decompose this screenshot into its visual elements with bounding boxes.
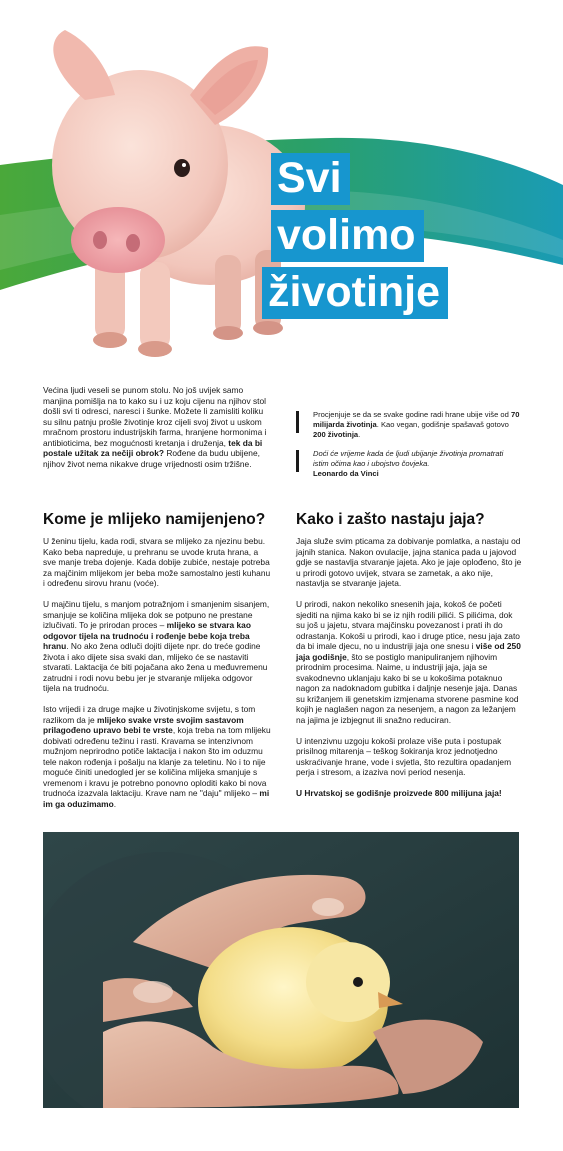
intro-text: Većina ljudi veseli se punom stolu. No još uvijek samo manjina pomišlja na to kako su i uz koju cijenu na njihov stol došli svi ti odresci, naresci i šunke. Možete li zamisliti koliku su silnu patnju prošle životinje kroz cijeli svoj život u uskom mračnom prostoru industrijskih farma, hranjene hormonima i antibioticima, bez mogućnosti kretanja i druženja, bbox=[43, 385, 267, 448]
intro-paragraph bbox=[43, 385, 271, 469]
intro-text-end: Rođene da budu ubijene, njihov život nema nikakve druge vrijednosti osim tržišne. bbox=[43, 448, 260, 469]
milk-heading: Kome je mlijeko namijenjeno? bbox=[43, 511, 266, 528]
milk-section bbox=[43, 510, 271, 820]
title-line-2: volimo bbox=[271, 210, 424, 262]
chick-in-hands-image bbox=[43, 832, 519, 1108]
quote-text: Procjenjuje se da se svake godine radi hrane ubije više od bbox=[313, 410, 511, 419]
milk-paragraph-2: U majčinu tijelu, s manjom potražnjom i smanjenim sisanjem, smanjuje se količina mlijeka dok se potpuno ne prestane izlučivati. To je prirodan proces – mlijeko se stvara kao odgovor tijela na trudnoću i rođenje bebe koja treba hranu. No ako žena odluči dojiti dijete npr. do treće godine života i ako dijete sisa svaki dan, mlijeko će se nastaviti stvarati. Laktacija će biti pojačana ako žena u međuvremenu zatrudni i rodi novu bebu jer je stvaranje mlijeka odgovor tijela na trudnoću. bbox=[43, 599, 270, 693]
quote-text: . Kao vegan, godišnje spašavaš gotovo bbox=[376, 420, 509, 429]
title-line-1: Svi bbox=[271, 153, 350, 205]
quote-author: Leonardo da Vinci bbox=[313, 469, 379, 478]
pig-snout bbox=[71, 207, 165, 273]
chick-photo bbox=[43, 832, 519, 1108]
eggs-section bbox=[296, 510, 522, 809]
hero-banner bbox=[0, 0, 563, 360]
eggs-paragraph-2: U prirodi, nakon nekoliko snesenih jaja, kokoš će početi sjediti na njima kako bi se iz njih rodili pilići. S pilićima, dok su još u jajetu, stvara majčinsku povezanost i prati ih do odrastanja. Kokoši u prirodi, kao i druge ptice, nesu jaja zato da bi imale djecu, no u industriji jaja one snesu i više od 250 jaja godišnje, što se postiglo manipuliranjem njihovim prirodnim procesima. Naime, u industriji jaja, jaja se svakodnevno uklanjaju kako bi se u kokošima potaknuo nagon za nadoknadom gubitka i daljnje nesenje jaja. Danas su križanjem ili genetskim izmjenama stvorene pasmine kod kojih je naglašen nagon za nesenjem, a nagon za ležanjem na jajima je izbjegnut ili snažno reduciran. bbox=[296, 599, 521, 725]
quote-text: . bbox=[358, 430, 361, 439]
quotes-box bbox=[296, 410, 521, 488]
quote-bar bbox=[296, 450, 299, 472]
eggs-paragraph-4: U Hrvatskoj se godišnje proizvede 800 milijuna jaja! bbox=[296, 788, 502, 798]
statistic-quote bbox=[296, 410, 521, 440]
quote-bar bbox=[296, 411, 299, 433]
eggs-paragraph-1: Jaja služe svim pticama za dobivanje pomlatka, a nastaju od jajnih stanica. Nakon ovulacije, jajna stanica pada u jajovod gdje se nastavlja stvaranje jajeta. Ako je jaje oplođeno, što je u prirodi gotovo uvijek, stvara se zametak, a ako nije, nastavlja se stvaranje jajeta. bbox=[296, 536, 522, 588]
quote-stat-saved: 200 životinja bbox=[313, 430, 359, 439]
title-line-3: životinje bbox=[262, 267, 448, 319]
milk-paragraph-1: U ženinu tijelu, kada rodi, stvara se mlijeko za njezinu bebu. Kako beba napreduje, u prehranu se uvode kruta hrana, a sve manje treba dojenje. Kada dobije zubiće, nestaje potreba za majčinim mlijekom jer beba može samostalno jesti kuhanu i određenu sirovu hranu (voće). bbox=[43, 536, 271, 588]
quote-stat-animals: 70 milijarda životinja bbox=[313, 410, 520, 429]
leonardo-quote bbox=[296, 449, 521, 479]
quote-text: Doći će vrijeme kada će ljudi ubijanje životinja promatrati istim očima kao i ubojstvo čovjeka. bbox=[313, 449, 504, 468]
intro-emphasis: tek da bi postale užitak za nečiji obrok? bbox=[43, 437, 263, 458]
eggs-paragraph-3: U intenzivnu uzgoju kokoši prolaze više puta i postupak prisilnog mitarenja – teškog šokiranja kroz jednotjedno uskraćivanje hrane, vode i svjetla, što rezultira opadanjem perja i stresom, a izaziva novi period nesenja. bbox=[296, 735, 512, 777]
milk-paragraph-3: Isto vrijedi i za druge majke u životinjskome svijetu, s tom razlikom da je mlijeko svake vrste svojim sastavom prilagođeno upravo bebi te vrste, koja treba na tom mlijeku dobivati određenu težinu i rasti. Kravama se intenzivnom mužnjom neprirodno potiče laktacija i nakon što im oduzmu tele nakon rođenja i pošalju na klanje za teletinu. No i to nije moguće činiti unedogled jer se količina mlijeka smanjuje s vremenom i kravu je potrebno ponovno oploditi kako bi nova trudnoća izazvala laktaciju. Krave nam ne "daju" mlijeko – mi im ga oduzimamo. bbox=[43, 704, 271, 809]
eggs-heading: Kako i zašto nastaju jaja? bbox=[296, 511, 485, 528]
